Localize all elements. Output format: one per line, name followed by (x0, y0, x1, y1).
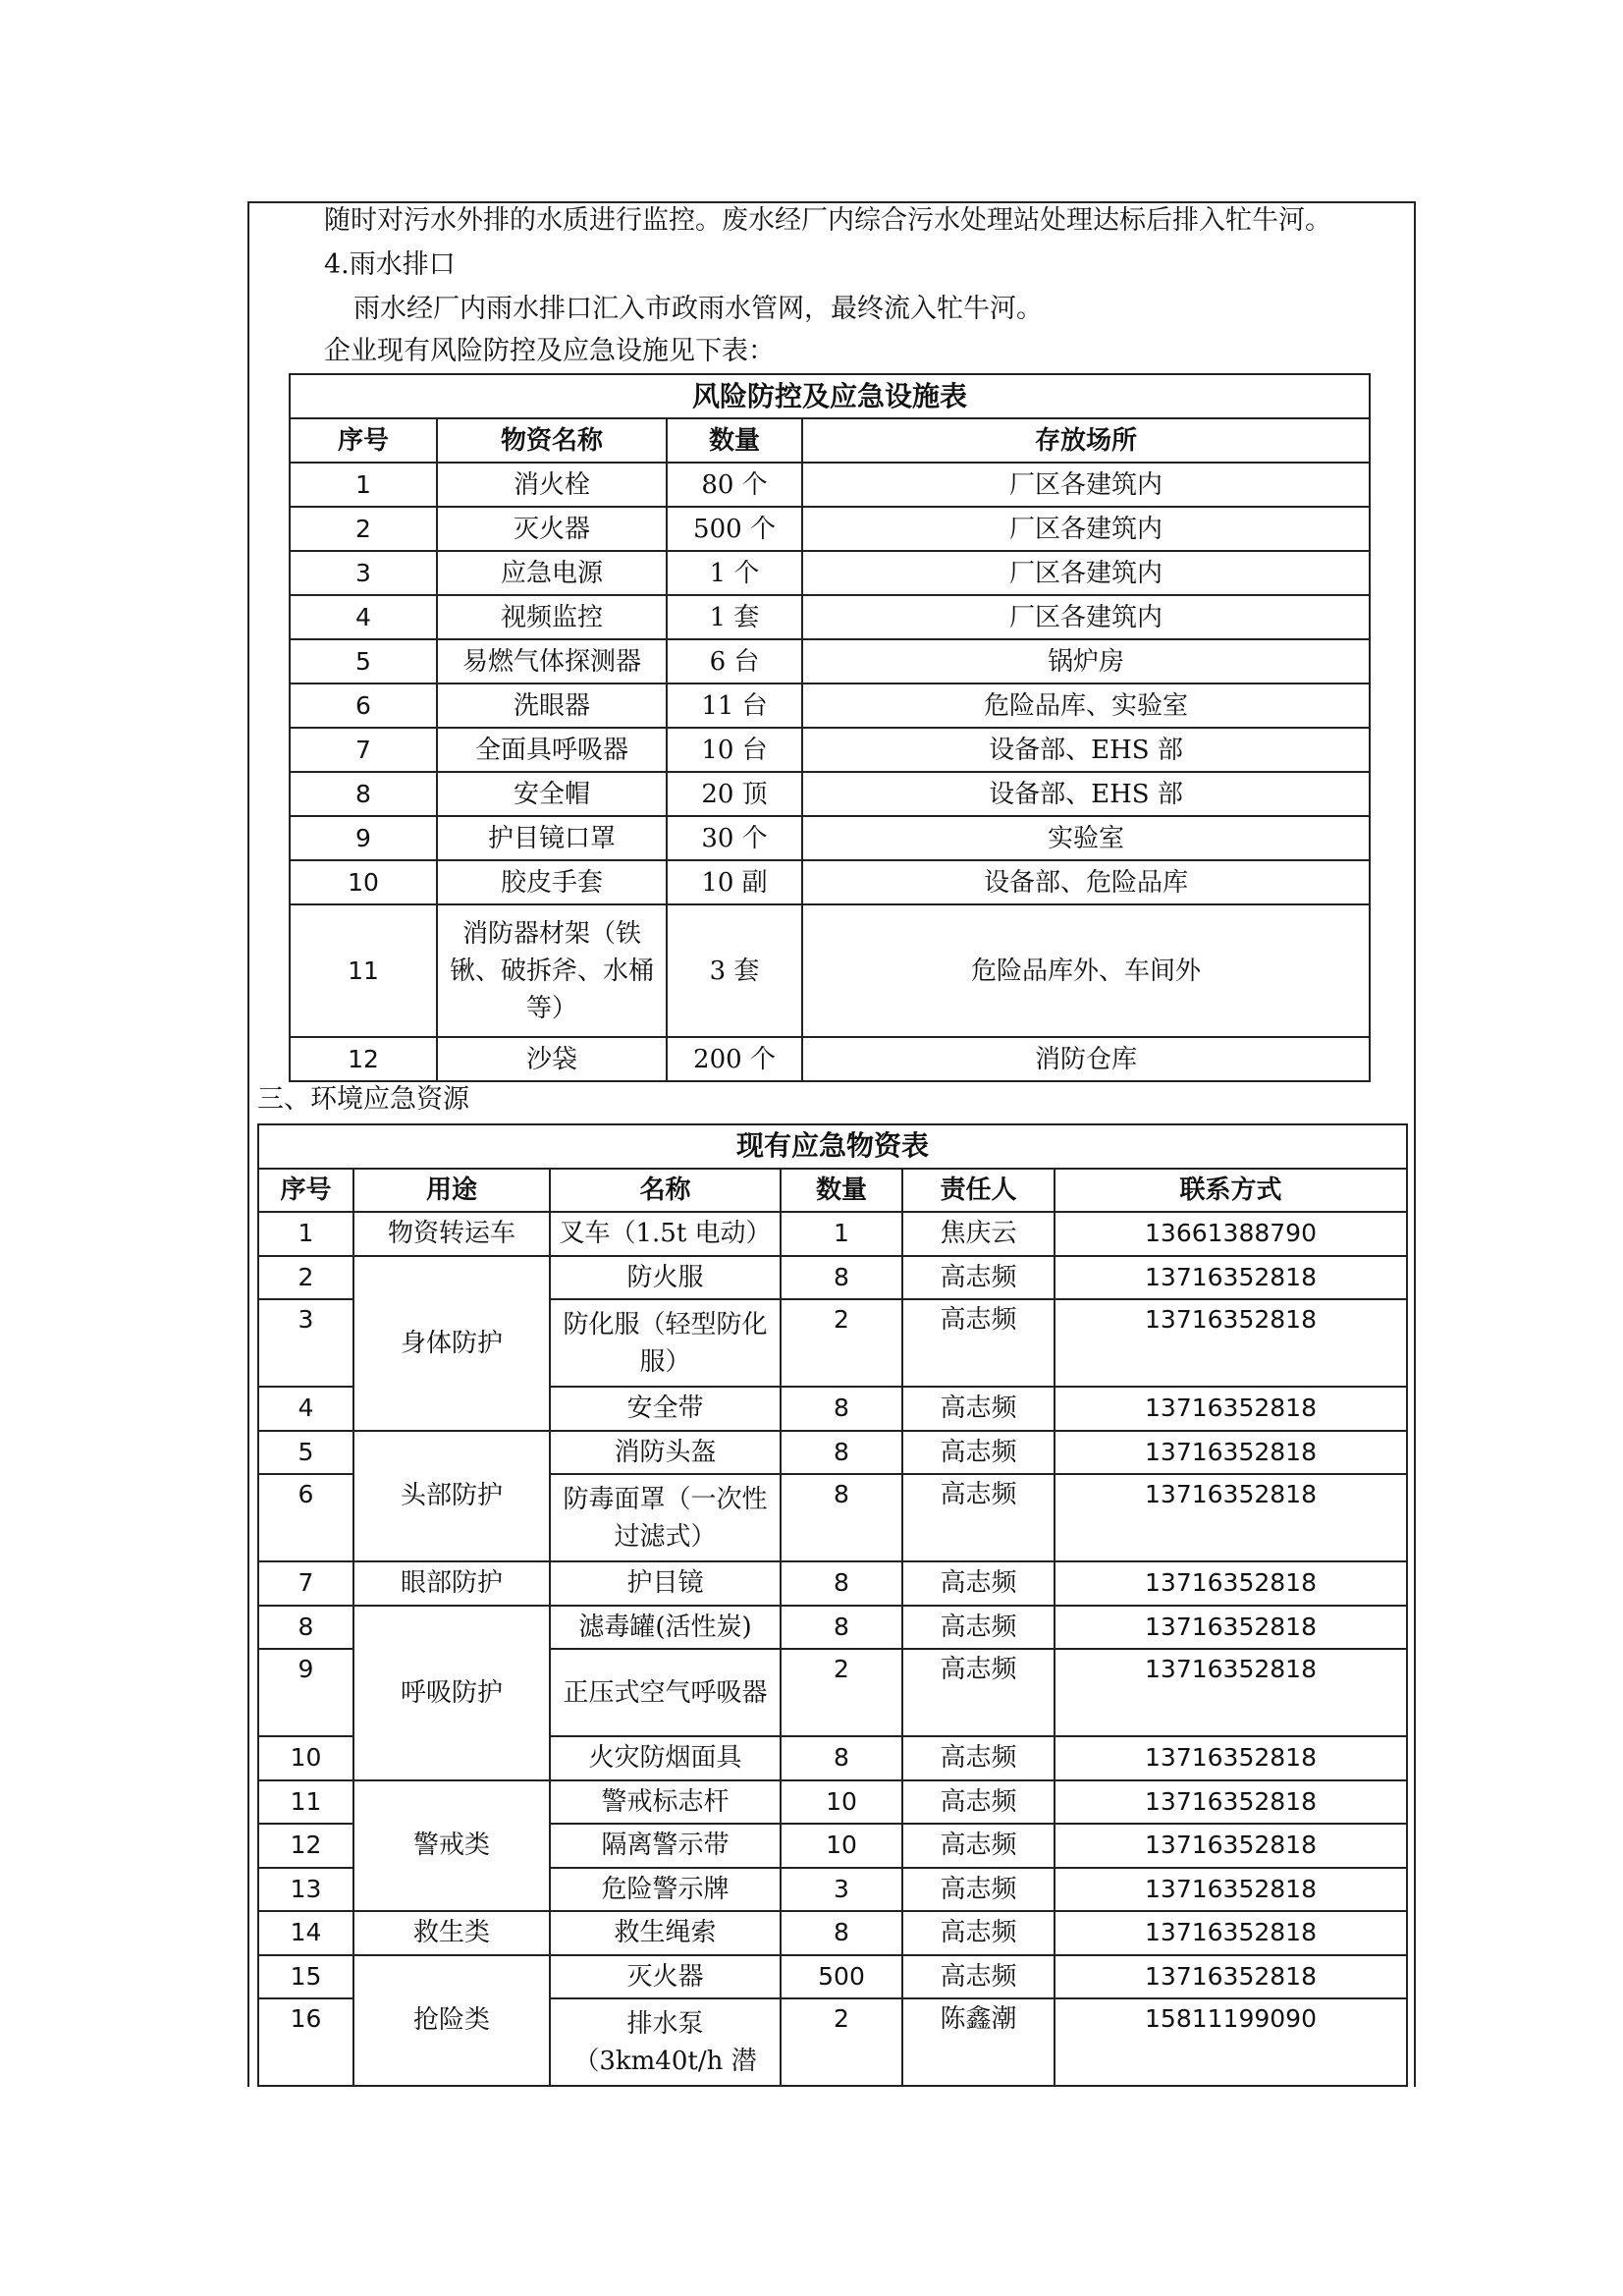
cell: 警戒标志杆 (550, 1780, 781, 1825)
cell: 锅炉房 (802, 639, 1370, 683)
cell: 8 (781, 1911, 902, 1955)
cell: 护目镜口罩 (437, 816, 667, 860)
table-row (258, 1256, 1407, 1300)
cell: 3 套 (667, 904, 802, 1037)
cell: 13716352818 (1055, 1736, 1407, 1780)
paragraph-wastewater: 随时对污水外排的水质进行监控。废水经厂内综合污水处理站处理达标后排入牤牛河。 (324, 205, 1331, 236)
cell: 500 (781, 1955, 902, 1999)
cell: 视频监控 (437, 595, 667, 639)
cell: 12 (258, 1824, 353, 1868)
cell: 10 (258, 1736, 353, 1780)
cell: 高志频 (902, 1256, 1055, 1300)
paragraph-table-intro: 企业现有风险防控及应急设施见下表： (324, 336, 775, 366)
table-title: 风险防控及应急设施表 (290, 374, 1370, 418)
cell: 高志频 (902, 1387, 1055, 1431)
table-row (258, 1606, 1407, 1650)
group-cell: 警戒类 (353, 1780, 550, 1912)
table-row (290, 772, 1370, 816)
col-header: 数量 (667, 418, 802, 463)
table-row (290, 728, 1370, 772)
col-header: 责任人 (902, 1169, 1055, 1213)
cell: 高志频 (902, 1780, 1055, 1825)
cell: 安全带 (550, 1387, 781, 1431)
cell: 5 (290, 639, 437, 683)
cell: 13716352818 (1055, 1824, 1407, 1868)
cell: 13716352818 (1055, 1256, 1407, 1300)
table-row (258, 1212, 1407, 1256)
cell: 实验室 (802, 816, 1370, 860)
table-row (258, 1561, 1407, 1606)
cell: 5 (258, 1431, 353, 1475)
cell: 排水泵（3km40t/h 潜 (550, 1998, 781, 2086)
col-header: 序号 (290, 418, 437, 463)
cell: 11 (290, 904, 437, 1037)
cell: 胶皮手套 (437, 860, 667, 904)
table-header-row (290, 418, 1370, 463)
cell: 10 (781, 1824, 902, 1868)
cell: 13716352818 (1055, 1431, 1407, 1475)
table-row (290, 595, 1370, 639)
group-cell: 头部防护 (353, 1431, 550, 1562)
cell: 1 (781, 1212, 902, 1256)
cell: 消防仓库 (802, 1037, 1370, 1081)
cell: 厂区各建筑内 (802, 595, 1370, 639)
cell: 危险品库、实验室 (802, 683, 1370, 728)
cell: 全面具呼吸器 (437, 728, 667, 772)
cell: 正压式空气呼吸器 (550, 1649, 781, 1736)
cell: 1 (290, 463, 437, 507)
section-heading-emergency-resources: 三、环境应急资源 (257, 1084, 469, 1115)
cell: 7 (290, 728, 437, 772)
cell: 8 (781, 1387, 902, 1431)
cell: 8 (781, 1736, 902, 1780)
col-header: 用途 (353, 1169, 550, 1213)
cell: 8 (781, 1474, 902, 1561)
table-row (290, 1037, 1370, 1081)
col-header: 名称 (550, 1169, 781, 1213)
cell: 12 (290, 1037, 437, 1081)
cell: 8 (781, 1606, 902, 1650)
paragraph-rain-outlet: 雨水经厂内雨水排口汇入市政雨水管网，最终流入牤牛河。 (353, 294, 1043, 324)
cell: 滤毒罐(活性炭) (550, 1606, 781, 1650)
cell: 4 (290, 595, 437, 639)
group-cell: 救生类 (353, 1911, 550, 1955)
cell: 叉车（1.5t 电动） (550, 1212, 781, 1256)
cell: 高志频 (902, 1868, 1055, 1912)
table-row (290, 904, 1370, 1037)
cell: 危险警示牌 (550, 1868, 781, 1912)
cell: 10 台 (667, 728, 802, 772)
cell: 30 个 (667, 816, 802, 860)
cell: 8 (781, 1561, 902, 1606)
cell: 防毒面罩（一次性过滤式） (550, 1474, 781, 1561)
cell: 2 (781, 1649, 902, 1736)
cell: 14 (258, 1911, 353, 1955)
cell: 救生绳索 (550, 1911, 781, 1955)
cell: 设备部、危险品库 (802, 860, 1370, 904)
cell: 13716352818 (1055, 1868, 1407, 1912)
cell: 8 (781, 1256, 902, 1300)
emergency-supplies-table (257, 1123, 1408, 2087)
cell: 易燃气体探测器 (437, 639, 667, 683)
cell: 80 个 (667, 463, 802, 507)
cell: 焦庆云 (902, 1212, 1055, 1256)
table-row (290, 507, 1370, 551)
cell: 防化服（轻型防化服） (550, 1299, 781, 1387)
cell: 1 (258, 1212, 353, 1256)
cell: 沙袋 (437, 1037, 667, 1081)
cell: 灭火器 (550, 1955, 781, 1999)
col-header: 存放场所 (802, 418, 1370, 463)
cell: 安全帽 (437, 772, 667, 816)
cell: 2 (781, 1998, 902, 2086)
cell: 火灾防烟面具 (550, 1736, 781, 1780)
cell: 7 (258, 1561, 353, 1606)
cell: 灭火器 (437, 507, 667, 551)
table-row (258, 1955, 1407, 1999)
table-header-row (258, 1169, 1407, 1213)
cell: 15811199090 (1055, 1998, 1407, 2086)
cell: 危险品库外、车间外 (802, 904, 1370, 1037)
cell: 高志频 (902, 1299, 1055, 1387)
cell: 2 (258, 1256, 353, 1300)
cell: 6 台 (667, 639, 802, 683)
cell: 3 (290, 551, 437, 595)
cell: 13 (258, 1868, 353, 1912)
cell: 设备部、EHS 部 (802, 772, 1370, 816)
cell: 高志频 (902, 1606, 1055, 1650)
cell: 设备部、EHS 部 (802, 728, 1370, 772)
cell: 13716352818 (1055, 1561, 1407, 1606)
col-header: 物资名称 (437, 418, 667, 463)
cell: 消火栓 (437, 463, 667, 507)
cell: 高志频 (902, 1431, 1055, 1475)
cell: 13716352818 (1055, 1911, 1407, 1955)
table-row (290, 816, 1370, 860)
risk-facilities-table (289, 373, 1371, 1082)
cell: 13716352818 (1055, 1606, 1407, 1650)
col-header: 联系方式 (1055, 1169, 1407, 1213)
table-row (290, 551, 1370, 595)
cell: 消防头盔 (550, 1431, 781, 1475)
cell: 厂区各建筑内 (802, 463, 1370, 507)
cell: 防火服 (550, 1256, 781, 1300)
cell: 8 (258, 1606, 353, 1650)
cell: 200 个 (667, 1037, 802, 1081)
cell: 8 (290, 772, 437, 816)
group-cell: 物资转运车 (353, 1212, 550, 1256)
cell: 11 (258, 1780, 353, 1825)
cell: 15 (258, 1955, 353, 1999)
group-cell: 眼部防护 (353, 1561, 550, 1606)
cell: 高志频 (902, 1474, 1055, 1561)
cell: 6 (290, 683, 437, 728)
heading-rain-outlet: 4.雨水排口 (324, 249, 456, 280)
cell: 高志频 (902, 1911, 1055, 1955)
cell: 10 副 (667, 860, 802, 904)
cell: 16 (258, 1998, 353, 2086)
cell: 8 (781, 1431, 902, 1475)
col-header: 序号 (258, 1169, 353, 1213)
cell: 11 台 (667, 683, 802, 728)
cell: 应急电源 (437, 551, 667, 595)
cell: 20 顶 (667, 772, 802, 816)
cell: 13661388790 (1055, 1212, 1407, 1256)
cell: 护目镜 (550, 1561, 781, 1606)
table-row (290, 463, 1370, 507)
cell: 高志频 (902, 1824, 1055, 1868)
table-row (290, 639, 1370, 683)
cell: 9 (258, 1649, 353, 1736)
cell: 13716352818 (1055, 1474, 1407, 1561)
cell: 500 个 (667, 507, 802, 551)
table-row (258, 1780, 1407, 1825)
cell: 2 (781, 1299, 902, 1387)
cell: 洗眼器 (437, 683, 667, 728)
cell: 13716352818 (1055, 1780, 1407, 1825)
cell: 1 套 (667, 595, 802, 639)
cell: 3 (258, 1299, 353, 1387)
cell: 6 (258, 1474, 353, 1561)
cell: 3 (781, 1868, 902, 1912)
cell: 高志频 (902, 1955, 1055, 1999)
cell: 厂区各建筑内 (802, 507, 1370, 551)
cell: 13716352818 (1055, 1649, 1407, 1736)
cell: 隔离警示带 (550, 1824, 781, 1868)
table-row (290, 683, 1370, 728)
cell: 10 (290, 860, 437, 904)
cell: 2 (290, 507, 437, 551)
table-row (290, 860, 1370, 904)
cell: 陈鑫潮 (902, 1998, 1055, 2086)
group-cell: 呼吸防护 (353, 1606, 550, 1780)
cell: 消防器材架（铁锹、破拆斧、水桶等） (437, 904, 667, 1037)
cell: 1 个 (667, 551, 802, 595)
cell: 9 (290, 816, 437, 860)
col-header: 数量 (781, 1169, 902, 1213)
cell: 高志频 (902, 1561, 1055, 1606)
cell: 13716352818 (1055, 1955, 1407, 1999)
cell: 13716352818 (1055, 1387, 1407, 1431)
table-title: 现有应急物资表 (258, 1124, 1407, 1169)
cell: 高志频 (902, 1649, 1055, 1736)
cell: 13716352818 (1055, 1299, 1407, 1387)
group-cell: 抢险类 (353, 1955, 550, 2087)
table-row (258, 1431, 1407, 1475)
table-row (258, 1911, 1407, 1955)
cell: 高志频 (902, 1736, 1055, 1780)
group-cell: 身体防护 (353, 1256, 550, 1431)
cell: 4 (258, 1387, 353, 1431)
cell: 厂区各建筑内 (802, 551, 1370, 595)
cell: 10 (781, 1780, 902, 1825)
